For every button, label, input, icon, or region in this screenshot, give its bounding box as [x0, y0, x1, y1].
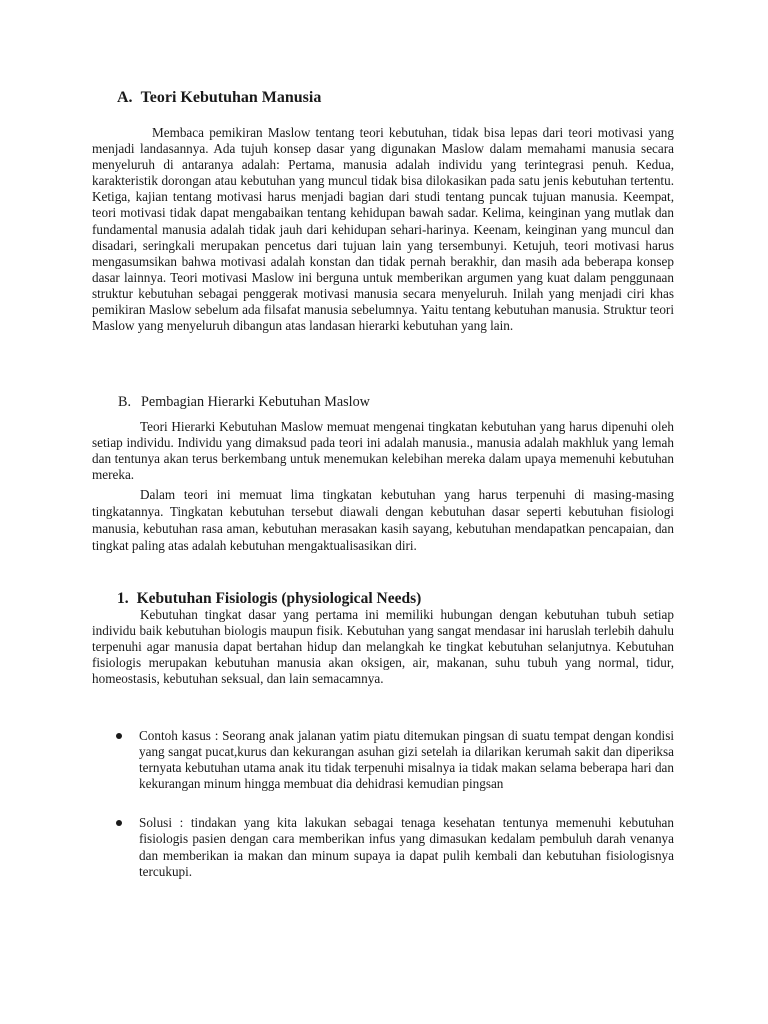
section-b-number: B.: [118, 394, 132, 410]
section-b-paragraph-1: Teori Hierarki Kebutuhan Maslow memuat mengenai tingkatan kebutuhan yang harus dipenuhi oleh setiap individu. Individu yang dimaksud pada teori ini adalah manusia., manusia adalah makhluk yang lemah dan tentunya akan terus berkembang untuk menemukan kelebihan mereka dalam upaya memenuhi kebutuhan mereka.: [92, 419, 674, 483]
section-a-paragraph: Membaca pemikiran Maslow tentang teori kebutuhan, tidak bisa lepas dari teori motivasi yang menjadi landasannya. Ada tujuh konsep dasar yang digunakan Maslow dalam memahami manusia secara menyeluruh di antaranya adalah: Pertama, manusia adalah individu yang terintegrasi penuh. Kedua, karakteristik dorongan atau kebutuhan yang muncul tidak bisa dilokasikan pada satu jenis kebutuhan tertentu. Ketiga, kajian tentang motivasi harus menjadi bagian dari studi tentang puncak tujuan manusia. Keempat, teori motivasi tidak dapat mengabaikan tentang kehidupan bawah sadar. Kelima, keinginan yang mutlak dan fundamental manusia adalah tidak jauh dari kehidupan sehari-harinya. Keenam, keinginan yang muncul dan disadari, seringkali merupakan pencetus dari tujuan lain yang tersembunyi. Ketujuh, teori motivasi harus mengasumsikan bahwa motivasi adalah konstan dan tidak pernah berakhir, dan masih ada beberapa konsep dasar lainnya. Teori motivasi Maslow ini berguna untuk memberikan argumen yang kuat dalam penggunaan struktur kebutuhan sebagai penggerak motivasi manusia secara menyeluruh. Inilah yang menjadi ciri khas pemikiran Maslow sebelum ada filsafat manusia sebelumnya. Yaitu tentang kebutuhan manusia. Struktur teori Maslow yang menyeluruh dibangun atas landasan hierarki kebutuhan yang lain.: [92, 125, 674, 334]
bullet-dot-icon: [116, 733, 122, 739]
case-bullet-list: [92, 728, 674, 880]
section-b-title: Pembagian Hierarki Kebutuhan Maslow: [141, 394, 370, 410]
section-1-title: Kebutuhan Fisiologis (physiological Needs): [136, 590, 422, 607]
section-a-title: Teori Kebutuhan Manusia: [140, 89, 322, 106]
bullet-contoh-kasus: [92, 728, 674, 792]
bullet-dot-icon: [116, 820, 122, 826]
section-a-number: A.: [117, 89, 133, 106]
section-b-heading: [118, 393, 370, 411]
bullet-solusi-text: Solusi : tindakan yang kita lakukan sebagai tenaga kesehatan tentunya memenuhi kebutuhan fisiologis pasien dengan cara memberikan infus yang dimasukan kedalam pembuluh darah venanya dan memberikan ia makan dan minum supaya ia dapat pulih kembali dan kebutuhan fisiologisnya tercukupi.: [139, 815, 674, 879]
section-1-heading: [117, 589, 421, 608]
section-1-number: 1.: [117, 590, 129, 607]
section-a-heading: [117, 88, 321, 108]
bullet-contoh-kasus-text: Contoh kasus : Seorang anak jalanan yatim piatu ditemukan pingsan di suatu tempat dengan kondisi yang sangat pucat,kurus dan kekurangan asuhan gizi setelah ia dilarikan kerumah sakit dan diperiksa ternyata kebutuhan utama anak itu tidak terpenuhi misalnya ia tidak makan selama beberapa hari dan kekurangan minum hingga membuat dia dehidrasi kemudian pingsan: [139, 728, 674, 792]
bullet-solusi: [92, 815, 674, 879]
section-1-paragraph: Kebutuhan tingkat dasar yang pertama ini memiliki hubungan dengan kebutuhan tubuh setiap individu baik kebutuhan biologis maupun fisik. Kebutuhan yang sangat mendasar ini haruslah terlebih dahulu terpenuhi agar manusia dapat bertahan hidup dan melangkah ke tingkat kebutuhan selanjutnya. Kebutuhan fisiologis merupakan kebutuhan manusia akan oksigen, air, makanan, suhu tubuh yang normal, tidur, homeostasis, kebutuhan seksual, dan lain semacamnya.: [92, 607, 674, 687]
section-b-paragraph-2: Dalam teori ini memuat lima tingkatan kebutuhan yang harus terpenuhi di masing-masing tingkatannya. Tingkatan kebutuhan tersebut diawali dengan kebutuhan dasar seperti kebutuhan fisiologi manusia, kebutuhan rasa aman, kebutuhan merasakan kasih sayang, kebutuhan mendapatkan pencapaian, dan tingkat paling atas adalah kebutuhan mengaktualisasikan diri.: [92, 487, 674, 553]
